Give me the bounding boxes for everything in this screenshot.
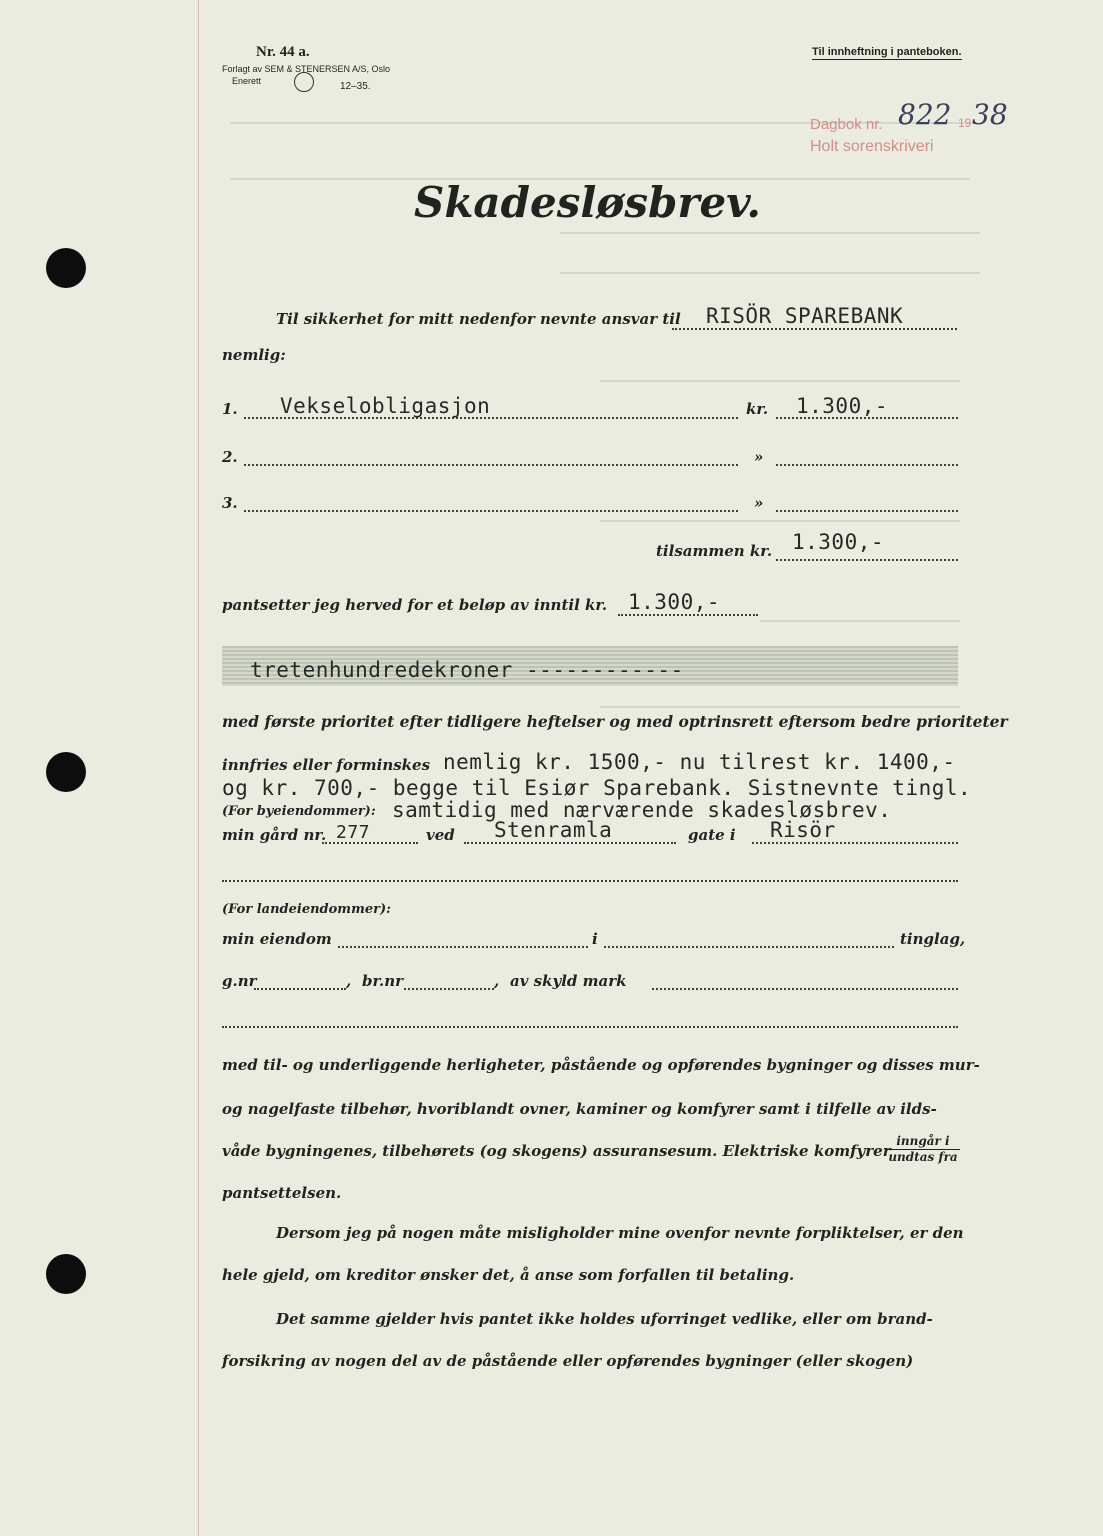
stamp-year: 38 [972, 98, 1008, 131]
gard-number: 277 [336, 822, 371, 843]
publisher-enerett: Enerett [232, 76, 262, 86]
body-line: med til- og underliggende herligheter, påstående og opførendes bygninger og disses mur- [222, 1056, 980, 1074]
typed-line: og kr. 700,- begge til Esiør Sparebank. Sistnevnte tingl. [222, 776, 972, 800]
innfries-label: innfries eller forminskes [222, 756, 431, 774]
total-label: tilsammen kr. [656, 542, 773, 560]
punch-hole [46, 248, 86, 288]
eiendom-separator: i [592, 930, 598, 948]
gate-label: gate i [688, 826, 736, 844]
punch-hole [46, 1254, 86, 1294]
item-number: 2. [222, 448, 238, 466]
punch-hole [46, 752, 86, 792]
body-line: og nagelfaste tilbehør, hvoriblandt ovner, kaminer og komfyrer samt i tilfelle av ilds- [222, 1100, 937, 1118]
gard-street: Stenramla [494, 818, 613, 842]
paragraph-line: forsikring av nogen del av de påstående eller opførendes bygninger (eller skogen) [222, 1352, 914, 1370]
item-kr-label: » [754, 448, 764, 466]
page-title: Skadesløsbrev. [414, 178, 762, 227]
form-date: 12–35. [340, 81, 371, 92]
typed-line: nemlig kr. 1500,- nu tilrest kr. 1400,- [443, 750, 956, 774]
total-amount: 1.300,- [792, 530, 885, 554]
document-page: Nr. 44 a. Forlagt av SEM & STENERSEN A/S, Oslo Enerett 12–35. Til innheftning i panteboken. Dagbok nr. 822 19 38 Holt sorenskriveri Skadesløsbrev. Til sikkerhet for mitt nedenfor nevnte ansvar til RISÖR SPAREBANK nemlig: 1. Vekselobligasjon kr. 1.300,- 2. » 3. » tilsammen kr. 1.300,- pantsetter jeg herved for et beløp av inntil kr. 1.300,- tretenhundredekroner ------------ med første prioritet efter tidligere heftelser og med optrinsrett eftersom bedre prioriteter innfries eller forminskes nemlig kr. 1500,- nu tilrest kr. 1400,- og kr. 700,- begge til Esiør Sparebank. Sistnevnte tingl. (For byeiendommer): samtidig med nærværende skadesløsbrev. min gård nr. 277 ved Stenramla gate i Risör (For landeiendommer): min eiendom i tinglag, g.nr , br.nr , av skyld mark med til- og underliggende herligheter, påstående og opførendes bygninger og disses mur- og nagelfaste tilbehør, hvoriblandt ovner, kaminer og komfyrer samt i tilfelle av ilds- våde bygningenes, tilbehørets (og skogens) assuransesum. Elektriske komfyrer inngår i undtas fra pantsettelsen. Dersom jeg på nogen måte misligholder mine ovenfor nevnte forpliktelser, er den hele gjeld, om kreditor ønsker det, å anse som forfallen til betaling. Det samme gjelder hvis pantet ikke holdes uforringet vedlike, eller om brand- forsikring av nogen del av de påstående eller opførendes bygninger (eller skogen) [0, 0, 1103, 1536]
item-number: 1. [222, 400, 238, 418]
paragraph-line: Det samme gjelder hvis pantet ikke holdes uforringet vedlike, eller om brand- [276, 1310, 933, 1328]
amount-in-words: tretenhundredekroner ------------ [250, 658, 684, 682]
byeiendom-label: (For byeiendommer): [222, 804, 376, 819]
stamp-year-prefix: 19 [958, 116, 972, 130]
pledge-label: pantsetter jeg herved for et beløp av inntil kr. [222, 596, 608, 614]
tinglag-label: tinglag, [900, 930, 966, 948]
typed-line: samtidig med nærværende skadesløsbrev. [392, 798, 892, 822]
priority-text: med første prioritet efter tidligere heftelser og med optrinsrett eftersom bedre prioriteter [222, 712, 1008, 731]
fraction-top: inngår i [886, 1134, 960, 1150]
publisher-logo [294, 72, 314, 92]
paragraph-line: Dersom jeg på nogen måte misligholder mine ovenfor nevnte forpliktelser, er den [276, 1224, 964, 1242]
komfyr-fraction [886, 1134, 960, 1165]
item-kr-label: » [754, 494, 764, 512]
registration-note: Til innheftning i panteboken. [812, 46, 962, 58]
body-line: pantsettelsen. [222, 1184, 342, 1202]
gard-label: min gård nr. [222, 826, 327, 844]
publisher-line: Forlagt av SEM & STENERSEN A/S, Oslo [222, 64, 391, 74]
margin-line [198, 0, 199, 1536]
stamp-dagbok-label: Dagbok nr. [810, 116, 883, 133]
skyld-label: av skyld mark [510, 972, 627, 990]
pledge-amount: 1.300,- [628, 590, 721, 614]
paragraph-line: hele gjeld, om kreditor ønsker det, å anse som forfallen til betaling. [222, 1266, 795, 1284]
item-amount: 1.300,- [796, 394, 889, 418]
body-line: våde bygningenes, tilbehørets (og skogens) assuransesum. Elektriske komfyrer [222, 1142, 891, 1160]
gnr-label: g.nr [222, 972, 257, 990]
form-number: Nr. 44 a. [256, 44, 310, 60]
item-number: 3. [222, 494, 238, 512]
stamp-office: Holt sorenskriveri [810, 138, 934, 155]
eiendom-label: min eiendom [222, 930, 332, 948]
fraction-bottom: undtas fra [888, 1150, 958, 1164]
creditor-label: Til sikkerhet for mitt nedenfor nevnte ansvar til [276, 310, 681, 328]
landeiendom-label: (For landeiendommer): [222, 902, 391, 917]
stamp-dagbok-number: 822 [898, 98, 952, 131]
item-kr-label: kr. [746, 400, 769, 418]
item-description: Vekselobligasjon [280, 394, 491, 418]
gard-town: Risör [770, 818, 836, 842]
creditor-name: RISÖR SPAREBANK [706, 304, 904, 328]
ved-label: ved [426, 826, 455, 844]
nemlig-label: nemlig: [222, 346, 286, 364]
brnr-label: br.nr [362, 972, 404, 990]
